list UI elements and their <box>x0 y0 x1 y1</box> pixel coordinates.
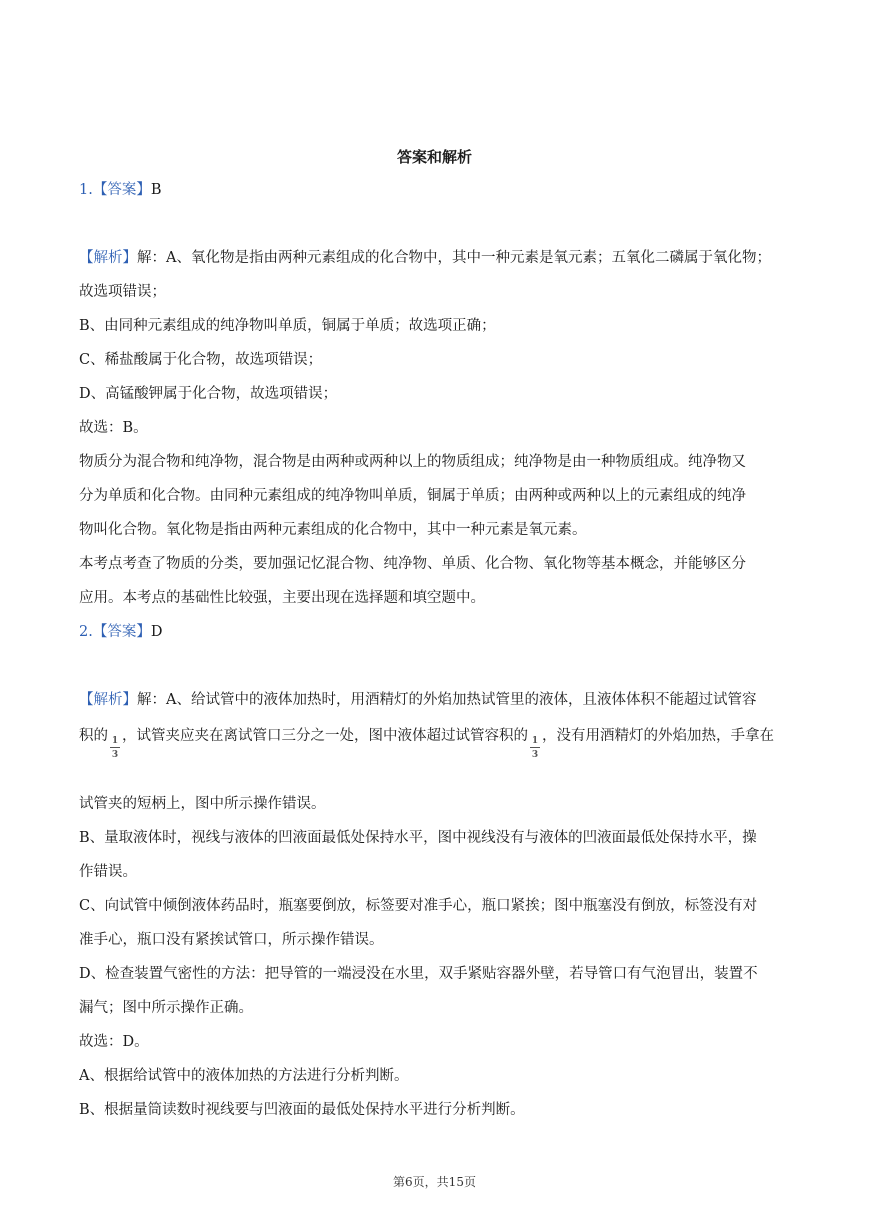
q1-analysis-line-5: D、高锰酸钾属于化合物，故选项错误； <box>79 386 338 402</box>
q2-number: 2. <box>79 624 93 640</box>
q2-analysis-line-3: 试管夹的短柄上，图中所示操作错误。 <box>79 796 326 812</box>
q2-answer-tag: 【答案】 <box>92 624 151 640</box>
q1-analysis-line-7: 物质分为混合物和纯净物，混合物是由两种或两种以上的物质组成；纯净物是由一种物质组成。纯净物又 <box>79 454 746 470</box>
fraction-numerator: 1 <box>111 736 119 746</box>
q1-answer-line <box>79 180 795 200</box>
fraction-one-third <box>108 726 122 760</box>
q2-analysis-line-9: 漏气；图中所示操作正确。 <box>79 1000 253 1016</box>
q2-analysis-line-5: 作错误。 <box>79 864 137 880</box>
q2-analysis-line-11: A、根据给试管中的液体加热的方法进行分析判断。 <box>79 1068 409 1084</box>
q2-line2-part-b: ，试管夹应夹在离试管口三分之一处，图中液体超过试管容积的 <box>122 728 528 744</box>
q1-analysis-text: 解：A、氧化物是指由两种元素组成的化合物中，其中一种元素是氧元素；五氧化二磷属于氧化物； <box>137 250 771 266</box>
q1-analysis-line-11: 应用。本考点的基础性比较强，主要出现在选择题和填空题中。 <box>79 590 485 606</box>
q2-analysis-line-2 <box>79 726 795 770</box>
fraction-bar <box>110 747 120 748</box>
fraction-denominator: 3 <box>531 750 539 760</box>
fraction-numerator: 1 <box>531 736 539 746</box>
q2-line2-part-c: ，没有用酒精灯的外焰加热，手拿在 <box>542 728 774 744</box>
q1-analysis-line-1 <box>79 248 795 268</box>
fraction-bar <box>530 747 540 748</box>
q1-analysis-tag: 【解析】 <box>79 250 137 266</box>
q2-analysis-line-1 <box>79 690 795 710</box>
q1-analysis-line-2: 故选项错误； <box>79 284 166 300</box>
page-title: 答案和解析 <box>396 148 472 166</box>
q2-analysis-text: 解：A、给试管中的液体加热时，用酒精灯的外焰加热试管里的液体，且液体体积不能超过试管容 <box>137 692 757 708</box>
q2-analysis-line-12: B、根据量筒读数时视线要与凹液面的最低处保持水平进行分析判断。 <box>79 1102 525 1118</box>
q2-analysis-line-4: B、量取液体时，视线与液体的凹液面最低处保持水平，图中视线没有与液体的凹液面最低处保持水平，操 <box>79 830 757 846</box>
q2-answer-value: D <box>150 624 163 640</box>
q1-number: 1. <box>79 182 93 198</box>
q2-answer-line <box>79 622 795 642</box>
q2-analysis-tag: 【解析】 <box>79 692 137 708</box>
q1-analysis-line-3: B、由同种元素组成的纯净物叫单质，铜属于单质；故选项正确； <box>79 318 496 334</box>
q2-analysis-line-10: 故选：D。 <box>79 1034 149 1050</box>
q1-analysis-line-10: 本考点考查了物质的分类，要加强记忆混合物、纯净物、单质、化合物、氧化物等基本概念，并能够区分 <box>79 556 746 572</box>
q1-answer-tag: 【答案】 <box>92 182 151 198</box>
q2-analysis-line-8: D、检查装置气密性的方法：把导管的一端浸没在水里，双手紧贴容器外壁，若导管口有气泡冒出，装置不 <box>79 966 758 982</box>
fraction-denominator: 3 <box>111 750 119 760</box>
q2-line2-part-a: 积的 <box>79 728 108 744</box>
q1-analysis-line-4: C、稀盐酸属于化合物，故选项错误； <box>79 352 323 368</box>
fraction-one-third <box>528 726 542 760</box>
q1-answer-value: B <box>150 182 162 198</box>
q1-analysis-line-6: 故选：B。 <box>79 420 148 436</box>
page-footer: 第6页，共15页 <box>393 1175 476 1189</box>
q1-analysis-line-9: 物叫化合物。氧化物是指由两种元素组成的化合物中，其中一种元素是氧元素。 <box>79 522 587 538</box>
q1-analysis-line-8: 分为单质和化合物。由同种元素组成的纯净物叫单质，铜属于单质；由两种或两种以上的元素组成的纯净 <box>79 488 746 504</box>
q2-analysis-line-6: C、向试管中倾倒液体药品时，瓶塞要倒放，标签要对准手心，瓶口紧挨；图中瓶塞没有倒放，标签没有对 <box>79 898 758 914</box>
q2-analysis-line-7: 准手心，瓶口没有紧挨试管口，所示操作错误。 <box>79 932 384 948</box>
